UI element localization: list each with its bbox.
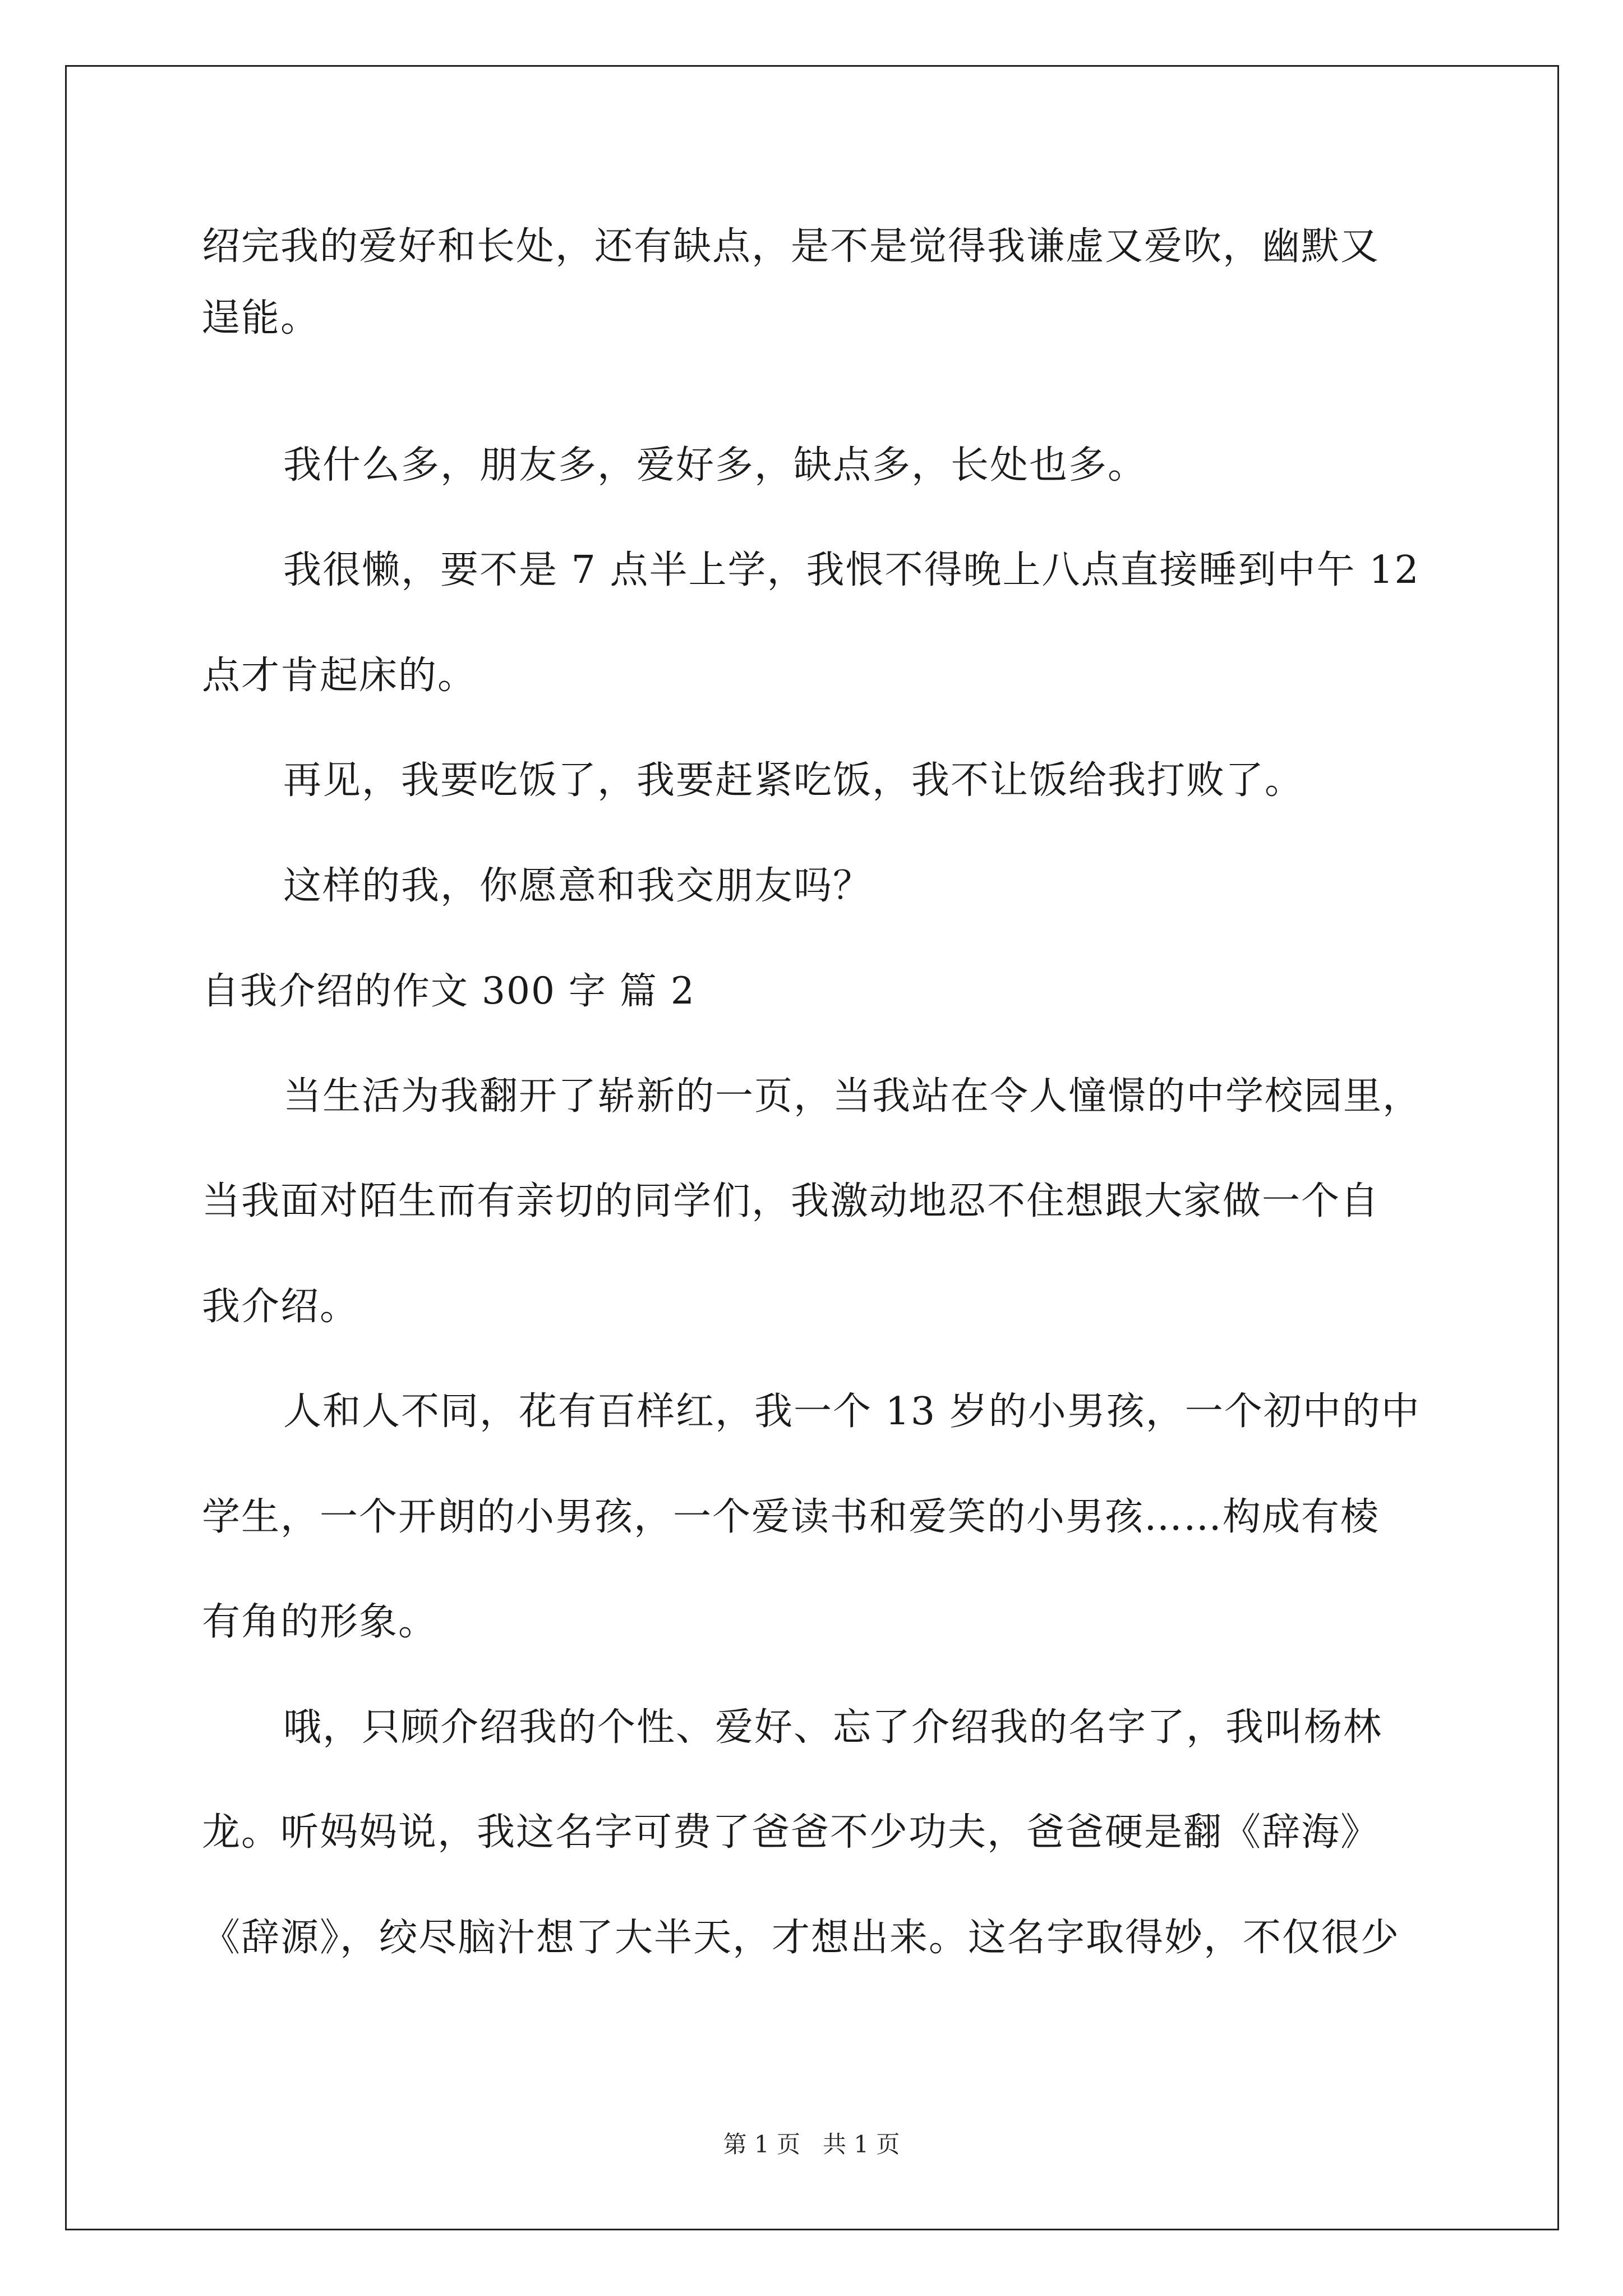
section-heading: 自我介绍的作文 300 字 篇 2: [202, 969, 695, 1013]
text-line: 哦，只顾介绍我的个性、爱好、忘了介绍我的名字了，我叫杨林: [283, 1705, 1383, 1750]
text-line: 我什么多，朋友多，爱好多，缺点多，长处也多。: [283, 443, 1147, 487]
page-footer: [0, 2131, 1623, 2159]
text-line: 当生活为我翻开了崭新的一页，当我站在令人憧憬的中学校园里，: [283, 1074, 1422, 1119]
text-line: 《辞源》，绞尽脑汁想了大半天，才想出来。这名字取得妙，不仅很少: [202, 1916, 1400, 1960]
text-line: 人和人不同，花有百样红，我一个 13 岁的小男孩，一个初中的中: [283, 1389, 1421, 1434]
text-line: 有角的形象。: [202, 1600, 438, 1644]
text-line: 龙。听妈妈说，我这名字可费了爸爸不少功夫，爸爸硬是翻《辞海》: [202, 1810, 1380, 1855]
text-line: 这样的我，你愿意和我交朋友吗？: [283, 864, 873, 908]
text-line: 绍完我的爱好和长处，还有缺点，是不是觉得我谦虚又爱吹，幽默又: [202, 224, 1380, 269]
page-border: [65, 65, 1559, 2230]
text-line: 我介绍。: [202, 1285, 359, 1329]
text-line: 再见，我要吃饭了，我要赶紧吃饭，我不让饭给我打败了。: [283, 758, 1304, 803]
text-line: 我很懒，要不是 7 点半上学，我恨不得晚上八点直接睡到中午 12: [283, 548, 1420, 592]
page-number-total: 共 1 页: [823, 2131, 900, 2158]
text-line: 逞能。: [202, 296, 320, 341]
text-line: 学生，一个开朗的小男孩，一个爱读书和爱笑的小男孩……构成有棱: [202, 1495, 1380, 1539]
text-line: 当我面对陌生而有亲切的同学们，我激动地忍不住想跟大家做一个自: [202, 1179, 1380, 1223]
text-line: 点才肯起床的。: [202, 654, 477, 698]
page-number-current: 第 1 页: [723, 2131, 800, 2158]
